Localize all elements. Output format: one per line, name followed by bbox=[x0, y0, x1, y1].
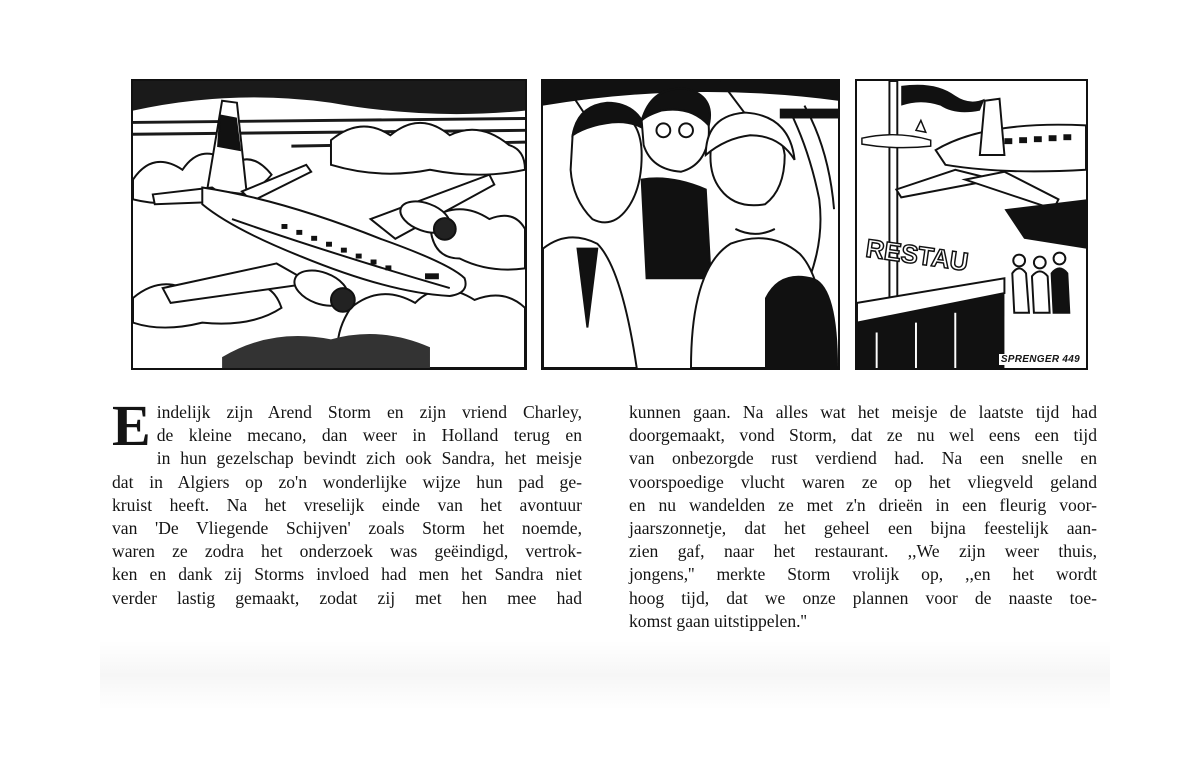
text-line: en nu wandelden ze met z'n drieën in een fleurig voor- bbox=[629, 494, 1097, 515]
text-line: ken en dank zij Storms invloed had men het Sandra niet bbox=[112, 564, 582, 585]
text-line: hoog tijd, dat we onze plannen voor de naaste toe- bbox=[629, 587, 1097, 608]
text-line: de kleine mecano, dan weer in Holland terug en bbox=[156, 425, 582, 446]
text-line: doorgemaakt, vond Storm, dat ze nu wel eens een tijd bbox=[629, 425, 1097, 446]
text-line: kunnen gaan. Na alles wat het meisje de laatste tijd had bbox=[629, 402, 1097, 422]
text-line: indelijk zijn Arend Storm en zijn vriend Charley, bbox=[156, 402, 582, 422]
airfield-illustration bbox=[857, 81, 1086, 368]
drop-cap: E bbox=[112, 393, 151, 458]
text-line: dat in Algiers op zo'n wonderlijke wijze hun pad ge- bbox=[112, 471, 582, 492]
bleed-through-shadow bbox=[100, 640, 1110, 710]
text-line: jongens,'' merkte Storm vrolijk op, ,,en het wordt bbox=[629, 564, 1097, 585]
airplane-illustration bbox=[133, 81, 525, 368]
restaurant-sign: RESTAU bbox=[864, 234, 971, 277]
text-line: jaarszonnetje, dat het geheel een bijna feestelijk aan- bbox=[629, 518, 1097, 539]
text-line: kruist heeft. Na het vreselijk einde van het avontuur bbox=[112, 494, 582, 515]
artist-signature: SPRENGER 449 bbox=[1000, 354, 1080, 365]
text-line: van 'De Vliegende Schijven' zoals Storm het noemde, bbox=[112, 518, 582, 539]
travellers-illustration bbox=[543, 81, 838, 368]
text-line: waren ze zodra het onderzoek was geëindigd, vertrok- bbox=[112, 541, 582, 562]
comic-panel-airplane bbox=[131, 79, 527, 370]
story-text-right-column bbox=[629, 401, 1097, 633]
text-line: zien gaf, naar het restaurant. ,,We zijn weer thuis, bbox=[629, 541, 1097, 562]
comic-panel-airfield bbox=[855, 79, 1088, 370]
text-line: van onbezorgde rust verdiend had. Na een snelle en bbox=[629, 448, 1097, 469]
comic-panel-travellers bbox=[541, 79, 840, 370]
text-line: verder lastig gemaakt, zodat zij met hen mee had bbox=[112, 587, 582, 608]
story-text-left-column bbox=[112, 393, 582, 610]
text-line: komst gaan uitstippelen.'' bbox=[629, 610, 807, 631]
text-line: in hun gezelschap bevindt zich ook Sandra, het meisje bbox=[156, 448, 582, 469]
text-line: voorspoedige vlucht waren ze op het vliegveld geland bbox=[629, 471, 1097, 492]
